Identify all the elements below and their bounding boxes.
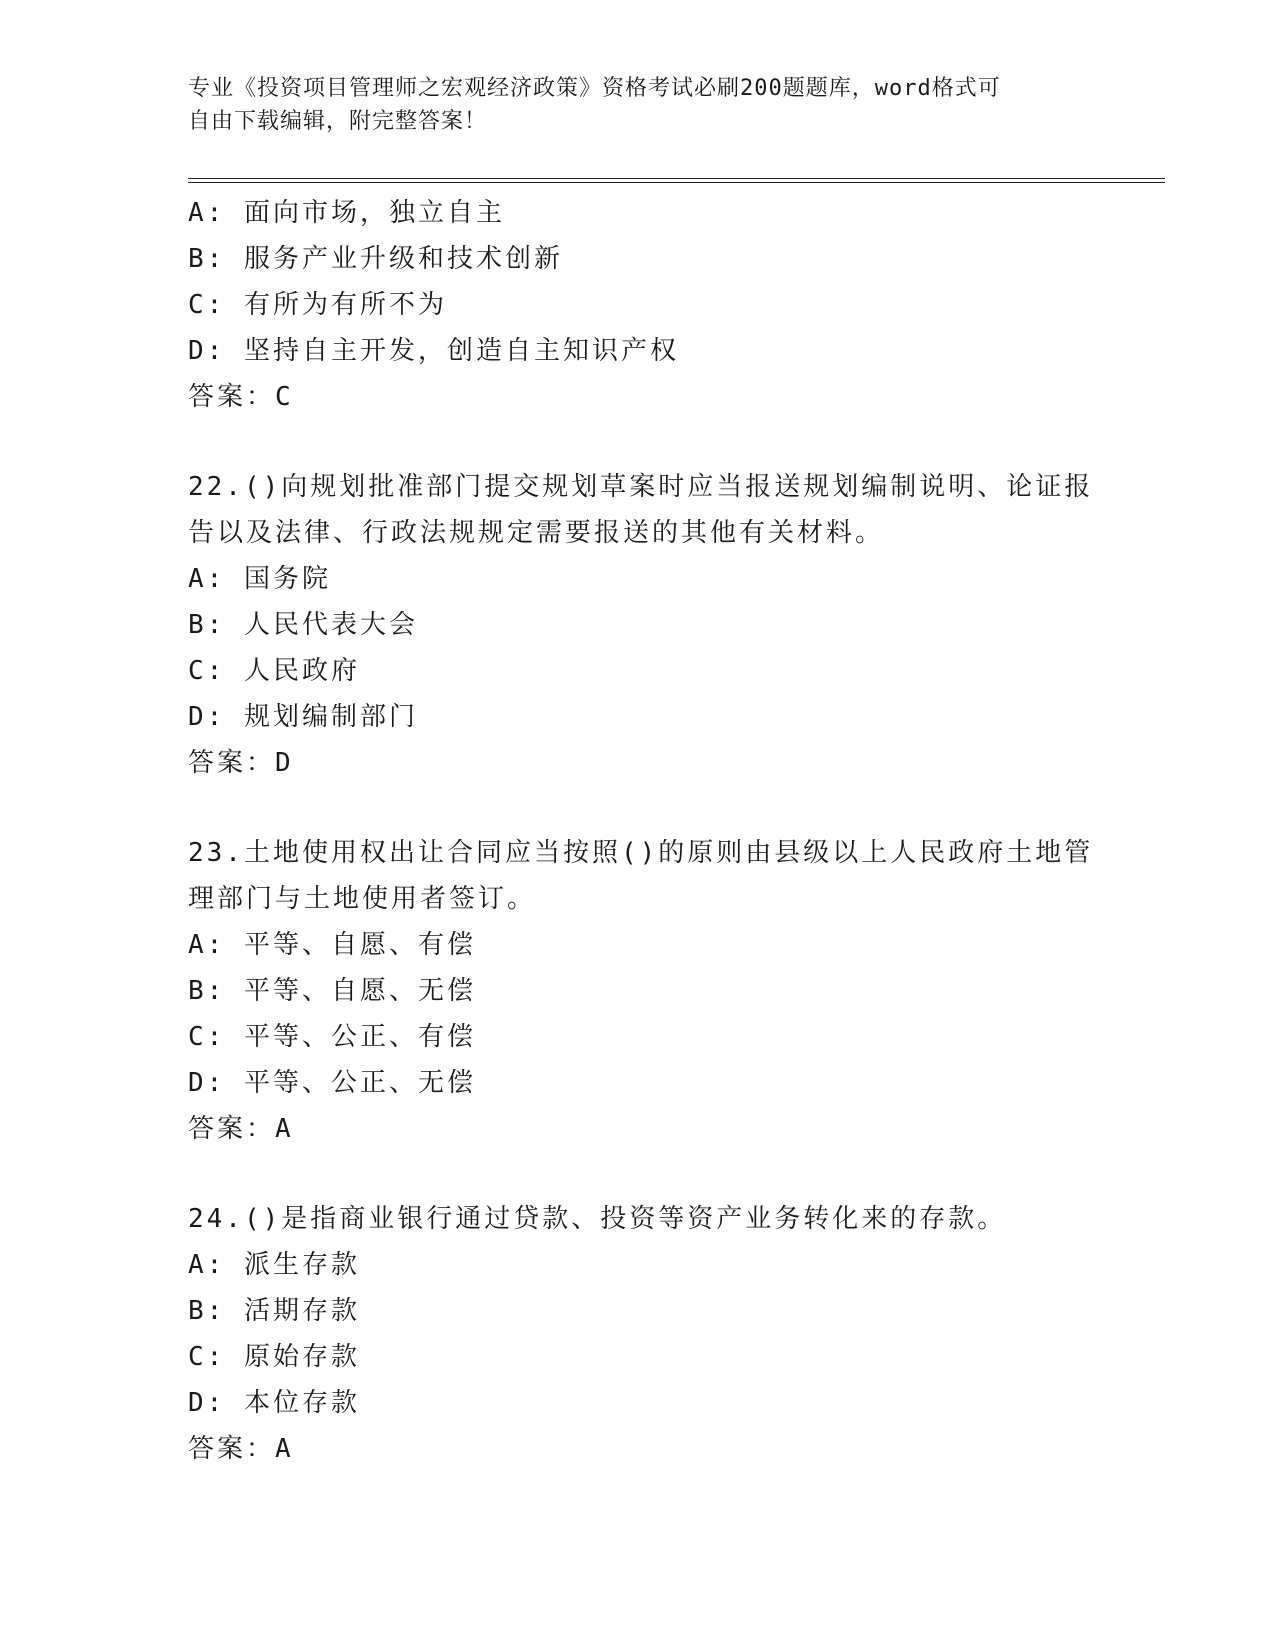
option-c: C: 原始存款 xyxy=(188,1342,360,1372)
question-stem-line: 24.()是指商业银行通过贷款、投资等资产业务转化来的存款。 xyxy=(188,1204,1007,1234)
option-d: D: 平等、公正、无偿 xyxy=(188,1068,476,1098)
answer-line: 答案：A xyxy=(188,1434,294,1464)
header-line-2: 自由下载编辑，附完整答案！ xyxy=(188,109,488,134)
answer-line: 答案：D xyxy=(188,748,294,778)
option-c: C: 平等、公正、有偿 xyxy=(188,1022,476,1052)
question-24-block xyxy=(188,1196,1088,1472)
option-d: D: 本位存款 xyxy=(188,1388,360,1418)
option-b: B: 平等、自愿、无偿 xyxy=(188,976,476,1006)
answer-line: 答案：C xyxy=(188,382,294,412)
question-stem-line: 22.()向规划批准部门提交规划草案时应当报送规划编制说明、论证报 xyxy=(188,472,1094,502)
question-22-block xyxy=(188,464,1094,786)
option-a: A: 派生存款 xyxy=(188,1250,360,1280)
option-a: A: 国务院 xyxy=(188,564,331,594)
question-list xyxy=(188,190,1094,1472)
answer-line: 答案：A xyxy=(188,1114,294,1144)
question-23-block xyxy=(188,830,1094,1152)
option-d: D: 坚持自主开发，创造自主知识产权 xyxy=(188,336,679,366)
header-divider xyxy=(188,178,1165,183)
option-c: C: 有所为有所不为 xyxy=(188,290,447,320)
option-b: B: 人民代表大会 xyxy=(188,610,418,640)
option-d: D: 规划编制部门 xyxy=(188,702,418,732)
question-21-block xyxy=(188,190,1088,420)
option-a: A: 平等、自愿、有偿 xyxy=(188,930,476,960)
question-stem-line: 理部门与土地使用者签订。 xyxy=(188,884,537,914)
option-a: A: 面向市场，独立自主 xyxy=(188,198,505,228)
option-c: C: 人民政府 xyxy=(188,656,360,686)
header-line-1: 专业《投资项目管理师之宏观经济政策》资格考试必刷200题题库，word格式可 xyxy=(188,76,1001,101)
document-header xyxy=(188,72,1088,138)
option-b: B: 活期存款 xyxy=(188,1296,360,1326)
question-stem-line: 告以及法律、行政法规规定需要报送的其他有关材料。 xyxy=(188,518,885,548)
question-stem-line: 23.土地使用权出让合同应当按照()的原则由县级以上人民政府土地管 xyxy=(188,838,1094,868)
option-b: B: 服务产业升级和技术创新 xyxy=(188,244,563,274)
